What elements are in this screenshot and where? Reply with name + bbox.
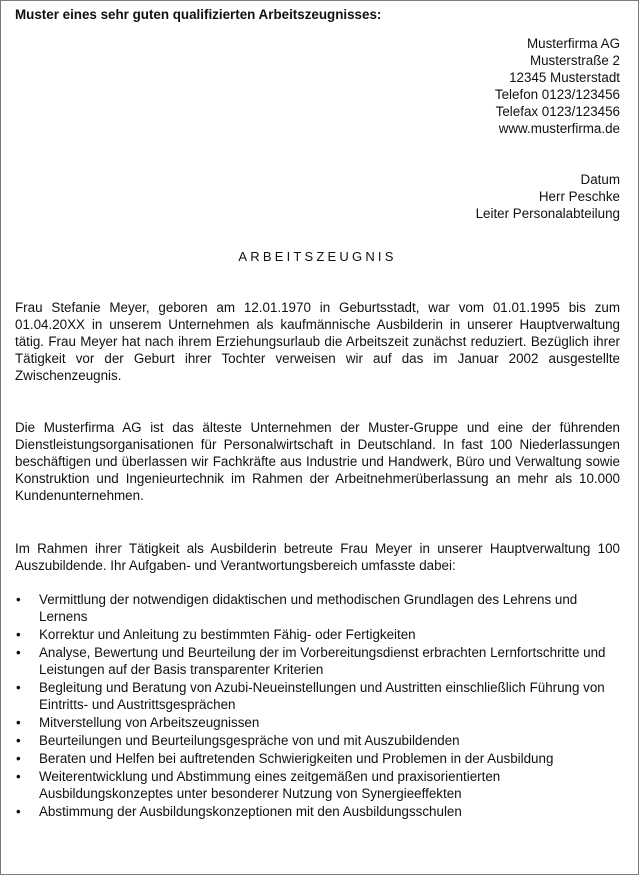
recipient-name: Herr Peschke	[538, 189, 620, 204]
sender-company: Musterfirma AG	[526, 36, 620, 51]
list-item-text: Beraten und Helfen bei auftretenden Schwierigkeiten und Problemen in der Ausbildung	[39, 751, 554, 766]
bullet-icon: •	[16, 680, 21, 695]
list-item-text: Beurteilungen und Beurteilungsgespräche von und mit Auszubildenden	[39, 733, 460, 748]
sender-city: 12345 Musterstadt	[509, 70, 620, 85]
list-item	[15, 768, 620, 802]
list-item	[15, 803, 620, 820]
paragraph-duties-intro: Im Rahmen ihrer Tätigkeit als Ausbilderin betreute Frau Meyer in unserer Hauptverwaltung 100 Auszubildende. Ihr Aufgaben- und Verantwortungsbereich umfasste dabei:	[15, 541, 620, 573]
paragraph-employee-info: Frau Stefanie Meyer, geboren am 12.01.1970 in Geburtsstadt, war vom 01.01.1995 bis zum 01.04.20XX in unserem Unternehmen als kaufmännische Ausbilderin in unserer Hauptverwaltung tätig. Frau Meyer hat nach ihrem Erziehungsurlaub die Arbeitszeit zunächst reduziert. Bezüglich ihrer Tätigkeit vor der Geburt ihrer Tochter verweisen wir auf das im Januar 2002 ausgestellte Zwischenzeugnis.	[15, 300, 620, 383]
list-item-text: Mitverstellung von Arbeitszeugnissen	[39, 715, 260, 730]
list-item-text: Abstimmung der Ausbildungskonzeptionen mit den Ausbildungsschulen	[39, 804, 462, 819]
sender-website: www.musterfirma.de	[498, 121, 620, 136]
list-item	[15, 679, 620, 713]
bullet-icon: •	[16, 804, 21, 819]
bullet-icon: •	[16, 592, 21, 607]
list-item-text: Analyse, Bewertung und Beurteilung der im Vorbereitungsdienst erbrachten Lernfortschritte und Leistungen auf der Basis transparenter Kriterien	[39, 645, 606, 677]
sender-fax: Telefax 0123/123456	[495, 104, 620, 119]
list-item-text: Weiterentwicklung und Abstimmung eines zeitgemäßen und praxisorientierten Ausbildungskonzeptes unter besonderer Nutzung von Synergieeffekten	[39, 769, 501, 801]
recipient-block	[15, 171, 620, 222]
list-item-text: Begleitung und Beratung von Azubi-Neueinstellungen und Austritten einschließlich Führung von Eintritts- und Austrittsgesprächen	[39, 680, 605, 712]
list-item	[15, 626, 620, 643]
list-item	[15, 644, 620, 678]
sender-phone: Telefon 0123/123456	[494, 87, 620, 102]
bullet-icon: •	[16, 627, 21, 642]
bullet-icon: •	[16, 769, 21, 784]
list-item	[15, 591, 620, 625]
bullet-icon: •	[16, 751, 21, 766]
task-list	[15, 591, 620, 820]
list-item-text: Korrektur und Anleitung zu bestimmten Fähig- oder Fertigkeiten	[39, 627, 416, 642]
list-item	[15, 714, 620, 731]
document	[15, 6, 620, 821]
list-item-text: Vermittlung der notwendigen didaktischen und methodischen Grundlagen des Lehrens und Lernens	[39, 592, 578, 624]
list-item	[15, 750, 620, 767]
bullet-icon: •	[16, 733, 21, 748]
list-item	[15, 732, 620, 749]
recipient-date: Datum	[580, 172, 620, 187]
bullet-icon: •	[16, 645, 21, 660]
document-heading: Muster eines sehr guten qualifizierten Arbeitszeugnisses:	[15, 7, 382, 22]
bullet-icon: •	[16, 715, 21, 730]
document-title: ARBEITSZEUGNIS	[238, 249, 397, 264]
sender-address	[15, 35, 620, 137]
recipient-role: Leiter Personalabteilung	[475, 206, 620, 221]
sender-street: Musterstraße 2	[529, 53, 620, 68]
paragraph-company-info: Die Musterfirma AG ist das älteste Unternehmen der Muster-Gruppe und eine der führenden Dienstleistungsorganisationen für Personalwirtschaft in Deutschland. In fast 100 Niederlassungen beschäftigen und überlassen wir Fachkräfte aus Industrie und Handwerk, Büro und Verwaltung sowie Konstruktion und Ingenieurtechnik im Rahmen der Arbeitnehmerüberlassung an mehr als 10.000 Kundenunternehmen.	[15, 420, 620, 503]
